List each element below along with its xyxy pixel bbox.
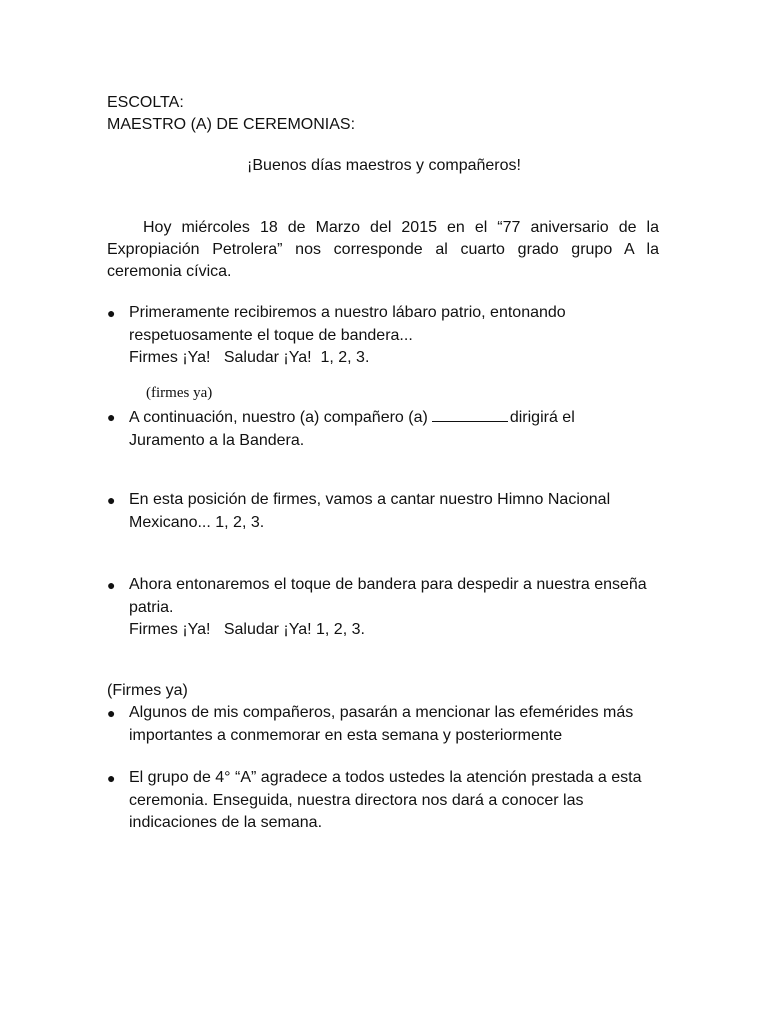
list-item-text: Primeramente recibiremos a nuestro lábaro patrio, entonando respetuosamente el toque de bandera... [129, 304, 566, 344]
list-item [107, 302, 667, 370]
list-item-text-after: dirigirá el Juramento a la Bandera. [129, 409, 575, 449]
greeting: ¡Buenos días maestros y compañeros! [247, 157, 521, 174]
note-text: (Firmes ya) [107, 682, 188, 699]
list-item-text: Ahora entonaremos el toque de bandera para despedir a nuestra enseña patria. [129, 576, 647, 616]
list-item [107, 574, 667, 642]
bullet-icon: ● [107, 577, 116, 593]
maestro-heading: MAESTRO (A) DE CEREMONIAS: [107, 116, 356, 133]
bullet-icon: ● [107, 705, 116, 721]
list-item [107, 702, 667, 747]
command-text: Firmes ¡Ya! Saludar ¡Ya! 1, 2, 3. [129, 349, 370, 366]
list-item-text: En esta posición de firmes, vamos a cantar nuestro Himno Nacional Mexicano... 1, 2, 3. [129, 491, 611, 531]
escolta-heading: ESCOLTA: [107, 94, 184, 111]
list-item [107, 767, 667, 835]
bullet-icon: ● [107, 305, 116, 321]
intro-text: Hoy miércoles 18 de Marzo del 2015 en el “77 aniversario de la Expropiación Petrolera” nos corresponde al cuarto grado grupo A la ceremonia cívica. [107, 219, 659, 280]
bullet-icon: ● [107, 492, 116, 508]
bullet-icon: ● [107, 409, 116, 425]
list-item-text [129, 406, 629, 452]
command-text: Firmes ¡Ya! Saludar ¡Ya! 1, 2, 3. [129, 621, 365, 638]
list-item-text: Algunos de mis compañeros, pasarán a mencionar las efemérides más importantes a conmemorar en esta semana y posteriormente [129, 704, 634, 744]
list-item [107, 489, 667, 534]
name-blank [432, 406, 508, 422]
note-text: (firmes ya) [146, 385, 213, 401]
list-item-text-before: A continuación, nuestro (a) compañero (a) [129, 409, 428, 426]
list-item-text: El grupo de 4° “A” agradece a todos ustedes la atención prestada a esta ceremonia. Enseguida, nuestra directora nos dará a conocer las indicaciones de la semana. [129, 769, 642, 831]
list-item [107, 406, 667, 452]
intro-paragraph [107, 217, 659, 283]
bullet-icon: ● [107, 770, 116, 786]
